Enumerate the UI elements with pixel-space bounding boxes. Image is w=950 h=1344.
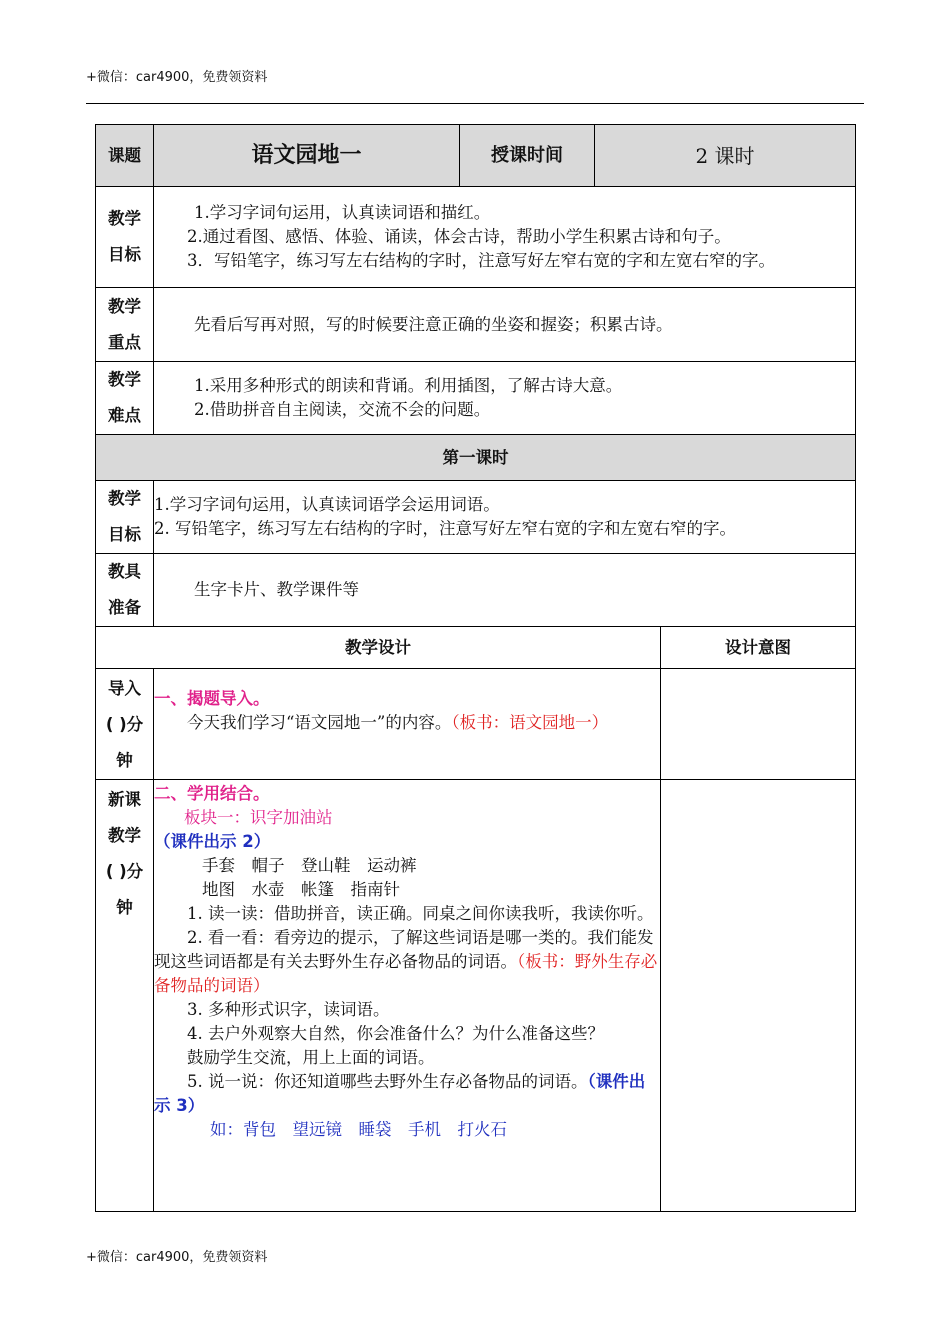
goal-line-2: 2.通过看图、感悟、体验、诵读，体会古诗，帮助小学生积累古诗和句子。 [187, 227, 731, 246]
focus-row [96, 288, 856, 362]
intro-content [154, 669, 661, 780]
goals2-content [154, 481, 856, 554]
examples-line: 如：背包 望远镜 睡袋 手机 打火石 [210, 1120, 507, 1139]
label-topic: 课题 [96, 125, 154, 187]
show-2: （课件出示 2） [154, 832, 271, 851]
tools-row [96, 554, 856, 627]
design-header-row [96, 627, 856, 669]
page-footer-note: +微信：car4900，免费领资料 [86, 1250, 268, 1265]
difficulty-line-1: 1.采用多种形式的朗读和背诵。利用插图，了解古诗大意。 [194, 376, 623, 395]
words-line-1: 手套 帽子 登山鞋 运动裤 [202, 856, 417, 875]
block-title: 板块一：识字加油站 [184, 808, 333, 827]
new-lesson-intent [661, 780, 856, 1212]
show-3: （课件出示 3） [154, 1072, 646, 1115]
goals2-row [96, 481, 856, 554]
label-focus: 教学 重点 [96, 288, 154, 362]
focus-content: 先看后写再对照，写的时候要注意正确的坐姿和握姿；积累古诗。 [154, 288, 856, 362]
intro-heading: 一、揭题导入。 [154, 689, 270, 708]
label-goals: 教学 目标 [96, 187, 154, 288]
intro-intent [661, 669, 856, 780]
new-lesson-row [96, 780, 856, 1212]
step-2-board: （板书：野外生存必备物品的词语） [154, 952, 658, 995]
label-intro: 导入 ( )分 钟 [96, 669, 154, 780]
difficulty-line-2: 2.借助拼音自主阅读，交流不会的问题。 [194, 400, 491, 419]
lesson-plan-table [95, 124, 856, 1212]
label-new-lesson: 新课 教学 ( )分 钟 [96, 780, 154, 1212]
design-header-right: 设计意图 [661, 627, 856, 669]
goal2-line-2: 2. 写铅笔字，练习写左右结构的字时，注意写好左窄右宽的字和左宽右窄的字。 [154, 519, 736, 538]
difficulty-row [96, 362, 856, 435]
step-5: 5. 说一说：你还知道哪些去野外生存必备物品的词语。（课件出示 3） [154, 1072, 646, 1115]
section-title: 第一课时 [96, 435, 856, 481]
label-difficulty: 教学 难点 [96, 362, 154, 435]
label-tools: 教具 准备 [96, 554, 154, 627]
label-goals2: 教学 目标 [96, 481, 154, 554]
difficulty-content [154, 362, 856, 435]
goal-line-1: 1.学习字词句运用，认真读词语和描红。 [194, 203, 491, 222]
step-3: 3. 多种形式识字，读词语。 [187, 1000, 390, 1019]
intro-board: （板书：语文园地一） [451, 713, 609, 732]
new-lesson-content [154, 780, 661, 1212]
design-header-left: 教学设计 [96, 627, 661, 669]
goals-content [154, 187, 856, 288]
step-4b: 鼓励学生交流，用上上面的词语。 [187, 1048, 435, 1067]
words-line-2: 地图 水壶 帐篷 指南针 [202, 880, 400, 899]
goals-row [96, 187, 856, 288]
header-rule [86, 103, 864, 104]
step-2: 2. 看一看：看旁边的提示，了解这些词语是哪一类的。我们能发现这些词语都是有关去野外生存必备物品的词语。（板书：野外生存必备物品的词语） [154, 928, 658, 995]
new-lesson-heading: 二、学用结合。 [154, 784, 270, 803]
page-header-note: +微信：car4900，免费领资料 [86, 70, 268, 85]
intro-row [96, 669, 856, 780]
class-time-value: 2 课时 [595, 125, 856, 187]
goal2-line-1: 1.学习字词句运用，认真读词语学会运用词语。 [154, 495, 500, 514]
intro-text: 今天我们学习“语文园地一”的内容。（板书：语文园地一） [187, 713, 609, 732]
tools-content: 生字卡片、教学课件等 [154, 554, 856, 627]
section-row [96, 435, 856, 481]
lesson-title: 语文园地一 [154, 125, 460, 187]
step-4: 4. 去户外观察大自然，你会准备什么？为什么准备这些？ [187, 1024, 604, 1043]
step-1: 1. 读一读：借助拼音，读正确。同桌之间你读我听，我读你听。 [187, 904, 654, 923]
label-class-time: 授课时间 [460, 125, 595, 187]
goal-line-3: 3．写铅笔字，练习写左右结构的字时，注意写好左窄右宽的字和左宽右窄的字。 [187, 251, 775, 270]
title-row [96, 125, 856, 187]
